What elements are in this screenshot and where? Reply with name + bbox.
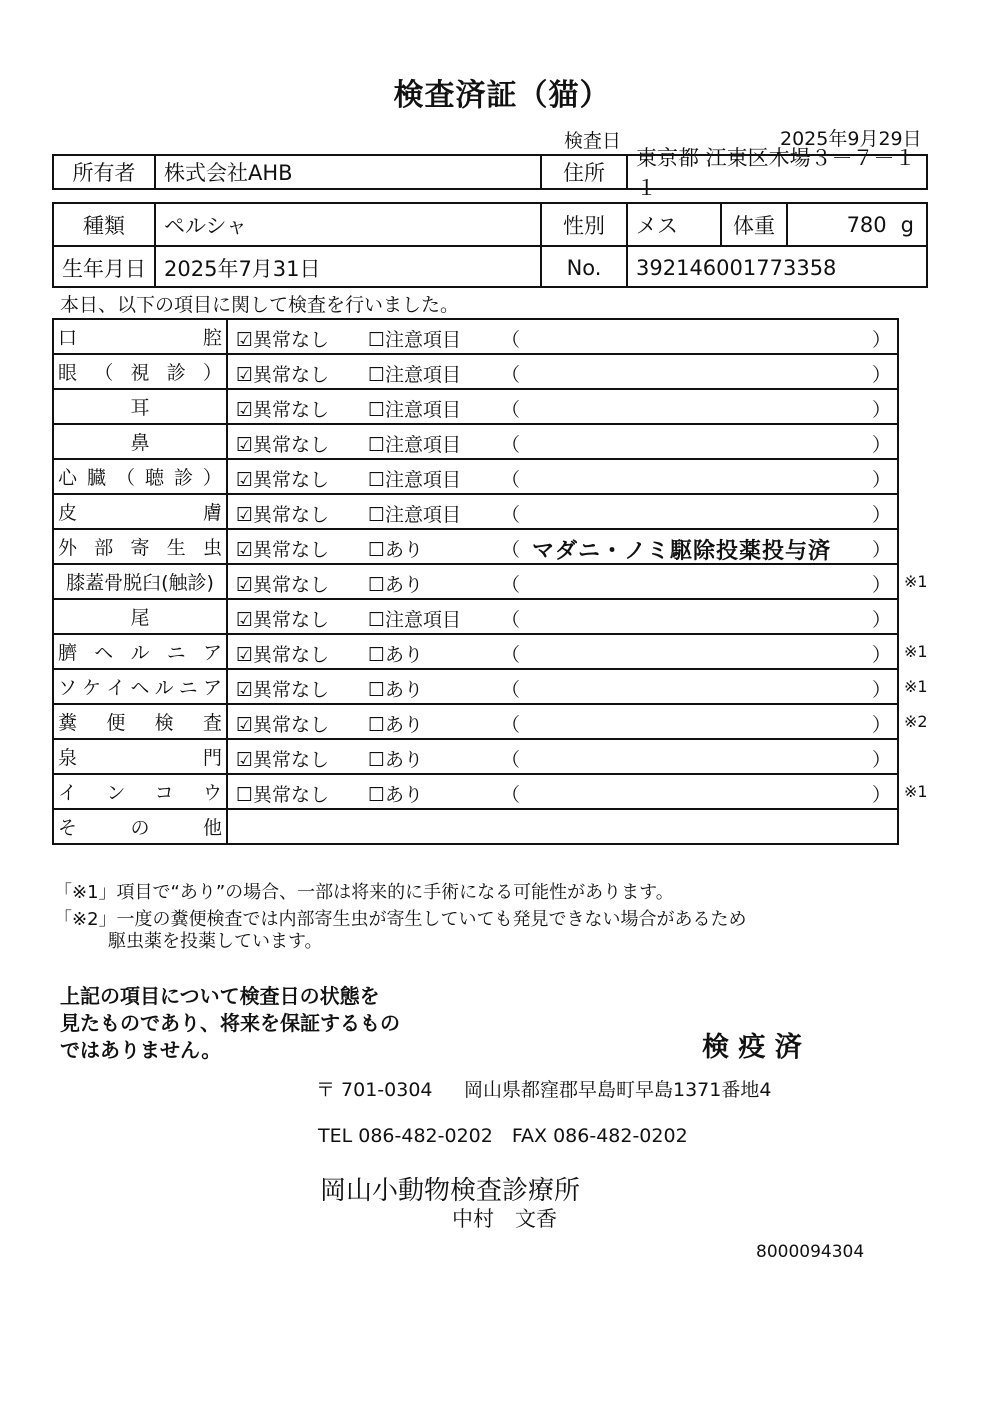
birth-value: 2025年7月31日 xyxy=(156,247,542,288)
exam-options xyxy=(227,319,898,354)
exam-table xyxy=(52,318,899,845)
exam-options xyxy=(227,529,898,564)
no-abnormality-checkbox[interactable]: ☐異常なし xyxy=(236,784,330,806)
exam-row xyxy=(53,739,898,774)
footnote-marker: ※1 xyxy=(904,677,928,696)
exam-row xyxy=(53,459,898,494)
exam-row xyxy=(53,424,898,459)
attention-checkbox[interactable]: ☐注意項目 xyxy=(368,399,462,421)
vet-name: 中村 文香 xyxy=(452,1207,557,1231)
no-abnormality-checkbox[interactable]: ☑異常なし xyxy=(236,714,330,736)
item-label-char: 膚 xyxy=(202,502,222,524)
open-paren: （ xyxy=(501,399,521,421)
exam-row xyxy=(53,599,898,634)
item-label-char: 腔 xyxy=(202,327,222,349)
clinic-name: 岡山小動物検査診療所 xyxy=(320,1176,581,1206)
close-paren: ） xyxy=(871,469,891,491)
owner-label: 所有者 xyxy=(54,156,156,188)
exam-options xyxy=(227,564,898,599)
item-label-char: 検 xyxy=(154,712,174,734)
open-paren: （ xyxy=(501,784,521,806)
birth-label: 生年月日 xyxy=(54,247,156,288)
close-paren: ） xyxy=(871,784,891,806)
breed-value: ペルシャ xyxy=(156,204,542,245)
open-paren: （ xyxy=(501,679,521,701)
no-label: No. xyxy=(542,247,628,288)
exam-row xyxy=(53,634,898,669)
open-paren: （ xyxy=(501,364,521,386)
item-label xyxy=(53,389,227,424)
item-label-char: 診 xyxy=(173,467,193,489)
clinic-address: 岡山県都窪郡早島町早島1371番地4 xyxy=(464,1079,772,1101)
item-label xyxy=(53,634,227,669)
exam-options xyxy=(227,669,898,704)
no-abnormality-checkbox[interactable]: ☑異常なし xyxy=(236,329,330,351)
exam-options xyxy=(227,459,898,494)
no-abnormality-checkbox[interactable]: ☑異常なし xyxy=(236,679,330,701)
item-label-char: 泉 xyxy=(58,747,78,769)
item-label xyxy=(53,354,227,389)
attention-checkbox[interactable]: ☐あり xyxy=(368,784,424,806)
footnote-marker: ※1 xyxy=(904,782,928,801)
item-label xyxy=(53,319,227,354)
inspection-date-label: 検査日 xyxy=(564,130,622,152)
quarantine-stamp: 検 疫 済 xyxy=(702,1032,802,1063)
weight-unit: g xyxy=(900,212,914,237)
open-paren: （ xyxy=(501,644,521,666)
exam-options xyxy=(227,704,898,739)
exam-row xyxy=(53,319,898,354)
item-label-char: 門 xyxy=(202,747,222,769)
no-abnormality-checkbox[interactable]: ☑異常なし xyxy=(236,539,330,561)
exam-options xyxy=(227,389,898,424)
item-label-char: 診 xyxy=(166,362,186,384)
other-notes-field xyxy=(227,809,898,844)
footnote-1: 「※1」項目で“あり”の場合、一部は将来的に手術になる可能性があります。 xyxy=(54,882,674,903)
item-label xyxy=(53,599,227,634)
owner-value: 株式会社AHB xyxy=(156,156,542,188)
no-abnormality-checkbox[interactable]: ☑異常なし xyxy=(236,399,330,421)
item-label-char: 聴 xyxy=(144,467,164,489)
item-label-char: 臍 xyxy=(58,642,78,664)
postal-code: 〒 701-0304 xyxy=(316,1079,433,1101)
exam-options xyxy=(227,424,898,459)
footnote-marker: ※2 xyxy=(904,712,928,731)
footnote-marker: ※1 xyxy=(904,642,928,661)
item-label-char: 部 xyxy=(94,537,114,559)
attention-checkbox[interactable]: ☐あり xyxy=(368,644,424,666)
owner-box xyxy=(52,146,928,200)
item-label-char: イ xyxy=(58,782,78,804)
document-number: 8000094304 xyxy=(756,1242,865,1262)
no-abnormality-checkbox[interactable]: ☑異常なし xyxy=(236,749,330,771)
item-label-char: ） xyxy=(202,362,222,384)
item-label-char: ニ xyxy=(166,642,186,664)
open-paren: （ xyxy=(501,714,521,736)
item-label-char: 鼻 xyxy=(130,432,150,454)
attention-checkbox[interactable]: ☐注意項目 xyxy=(368,469,462,491)
no-value: 392146001773358 xyxy=(636,255,837,280)
exam-note: マダニ・ノミ駆除投薬投与済 xyxy=(532,539,832,564)
item-label-char: 査 xyxy=(202,712,222,734)
close-paren: ） xyxy=(871,679,891,701)
address-value: 東京都 江東区木場３－７－１１ xyxy=(636,146,916,200)
item-label xyxy=(53,739,227,774)
item-label xyxy=(53,809,227,844)
item-label-char: 口 xyxy=(58,327,78,349)
footnote-marker: ※1 xyxy=(904,572,928,591)
item-label-char: ル xyxy=(154,677,174,699)
item-label-char: 眼 xyxy=(58,362,78,384)
exam-options xyxy=(227,634,898,669)
close-paren: ） xyxy=(871,434,891,456)
exam-row xyxy=(53,704,898,739)
declaration-text: 上記の項目について検査日の状態を 見たものであり、将来を保証するもの ではありません。 xyxy=(60,984,400,1062)
close-paren: ） xyxy=(871,364,891,386)
attention-checkbox[interactable]: ☐注意項目 xyxy=(368,329,462,351)
close-paren: ） xyxy=(871,399,891,421)
attention-checkbox[interactable]: ☐注意項目 xyxy=(368,504,462,526)
item-label xyxy=(53,774,227,809)
item-label-char: ア xyxy=(202,677,222,699)
open-paren: （ xyxy=(501,749,521,771)
item-label-char: ア xyxy=(202,642,222,664)
item-label xyxy=(53,704,227,739)
item-label-char: 膝蓋骨脱臼(触診) xyxy=(66,572,214,594)
no-abnormality-checkbox[interactable]: ☑異常なし xyxy=(236,434,330,456)
item-label-char: 尾 xyxy=(130,607,150,629)
item-label-char: 皮 xyxy=(58,502,78,524)
open-paren: （ xyxy=(501,329,521,351)
item-label-char: ） xyxy=(202,467,222,489)
item-label-char: 糞 xyxy=(58,712,78,734)
exam-options xyxy=(227,774,898,809)
item-label-char: イ xyxy=(106,677,126,699)
sex-value: メス xyxy=(628,204,722,245)
exam-row-other xyxy=(53,809,898,844)
item-label-char: ウ xyxy=(202,782,222,804)
open-paren: （ xyxy=(501,434,521,456)
item-label-char: ニ xyxy=(178,677,198,699)
inspection-date-value: 2025年9月29日 xyxy=(780,128,922,150)
no-abnormality-checkbox[interactable]: ☑異常なし xyxy=(236,609,330,631)
item-label-char: 心 xyxy=(58,467,78,489)
open-paren: （ xyxy=(501,539,521,561)
item-label-char: そ xyxy=(58,817,78,839)
breed-label: 種類 xyxy=(54,204,156,245)
exam-row xyxy=(53,669,898,704)
item-label-char: 外 xyxy=(58,537,78,559)
exam-options xyxy=(227,494,898,529)
close-paren: ） xyxy=(871,644,891,666)
item-label-char: 耳 xyxy=(130,397,150,419)
item-label xyxy=(53,529,227,564)
item-label-char: 虫 xyxy=(202,537,222,559)
weight-label: 体重 xyxy=(722,204,788,245)
tel-fax: TEL 086-482-0202 FAX 086-482-0202 xyxy=(318,1125,688,1147)
item-label xyxy=(53,494,227,529)
attention-checkbox[interactable]: ☐あり xyxy=(368,749,424,771)
exam-row xyxy=(53,389,898,424)
close-paren: ） xyxy=(871,504,891,526)
sex-label: 性別 xyxy=(542,204,628,245)
item-label-char: ソ xyxy=(58,677,78,699)
item-label-char: 視 xyxy=(130,362,150,384)
attention-checkbox[interactable]: ☐注意項目 xyxy=(368,364,462,386)
no-abnormality-checkbox[interactable]: ☑異常なし xyxy=(236,574,330,596)
exam-options xyxy=(227,354,898,389)
attention-checkbox[interactable]: ☐あり xyxy=(368,714,424,736)
item-label-char: コ xyxy=(154,782,174,804)
close-paren: ） xyxy=(871,329,891,351)
item-label-char: ケ xyxy=(82,677,102,699)
item-label xyxy=(53,669,227,704)
attention-checkbox[interactable]: ☐あり xyxy=(368,574,424,596)
exam-options xyxy=(227,599,898,634)
close-paren: ） xyxy=(871,749,891,771)
close-paren: ） xyxy=(871,609,891,631)
item-label-char: （ xyxy=(115,467,135,489)
open-paren: （ xyxy=(501,504,521,526)
item-label-char: ル xyxy=(130,642,150,664)
item-label-char: ヘ xyxy=(94,642,114,664)
open-paren: （ xyxy=(501,574,521,596)
item-label-char: の xyxy=(130,817,150,839)
exam-row xyxy=(53,564,898,599)
item-label-char: 生 xyxy=(166,537,186,559)
weight-value: 780 xyxy=(846,212,887,237)
item-label-char: 臓 xyxy=(86,467,106,489)
intro-text: 本日、以下の項目に関して検査を行いました。 xyxy=(60,294,460,316)
attention-checkbox[interactable]: ☐注意項目 xyxy=(368,434,462,456)
weight-cell xyxy=(788,204,928,245)
item-label xyxy=(53,564,227,599)
footnote-2a: 「※2」一度の糞便検査では内部寄生虫が寄生していても発見できない場合があるため xyxy=(54,909,747,930)
close-paren: ） xyxy=(871,574,891,596)
exam-row xyxy=(53,354,898,389)
exam-options xyxy=(227,739,898,774)
exam-row xyxy=(53,494,898,529)
no-abnormality-checkbox[interactable]: ☑異常なし xyxy=(236,644,330,666)
item-label xyxy=(53,459,227,494)
open-paren: （ xyxy=(501,609,521,631)
attention-checkbox[interactable]: ☐あり xyxy=(368,539,424,561)
close-paren: ） xyxy=(871,714,891,736)
attention-checkbox[interactable]: ☐あり xyxy=(368,679,424,701)
item-label-char: ン xyxy=(106,782,126,804)
animal-box xyxy=(52,202,928,288)
exam-row xyxy=(53,529,898,564)
attention-checkbox[interactable]: ☐注意項目 xyxy=(368,609,462,631)
exam-row xyxy=(53,774,898,809)
open-paren: （ xyxy=(501,469,521,491)
close-paren: ） xyxy=(871,539,891,561)
item-label-char: 便 xyxy=(106,712,126,734)
item-label-char: 寄 xyxy=(130,537,150,559)
no-abnormality-checkbox[interactable]: ☑異常なし xyxy=(236,469,330,491)
address-label: 住所 xyxy=(542,156,628,188)
item-label-char: 他 xyxy=(202,817,222,839)
page-title: 検査済証（猫） xyxy=(393,78,611,113)
footnote-2b: 駆虫薬を投薬しています。 xyxy=(108,931,323,952)
item-label-char: （ xyxy=(94,362,114,384)
no-abnormality-checkbox[interactable]: ☑異常なし xyxy=(236,504,330,526)
no-abnormality-checkbox[interactable]: ☑異常なし xyxy=(236,364,330,386)
item-label-char: ヘ xyxy=(130,677,150,699)
item-label xyxy=(53,424,227,459)
